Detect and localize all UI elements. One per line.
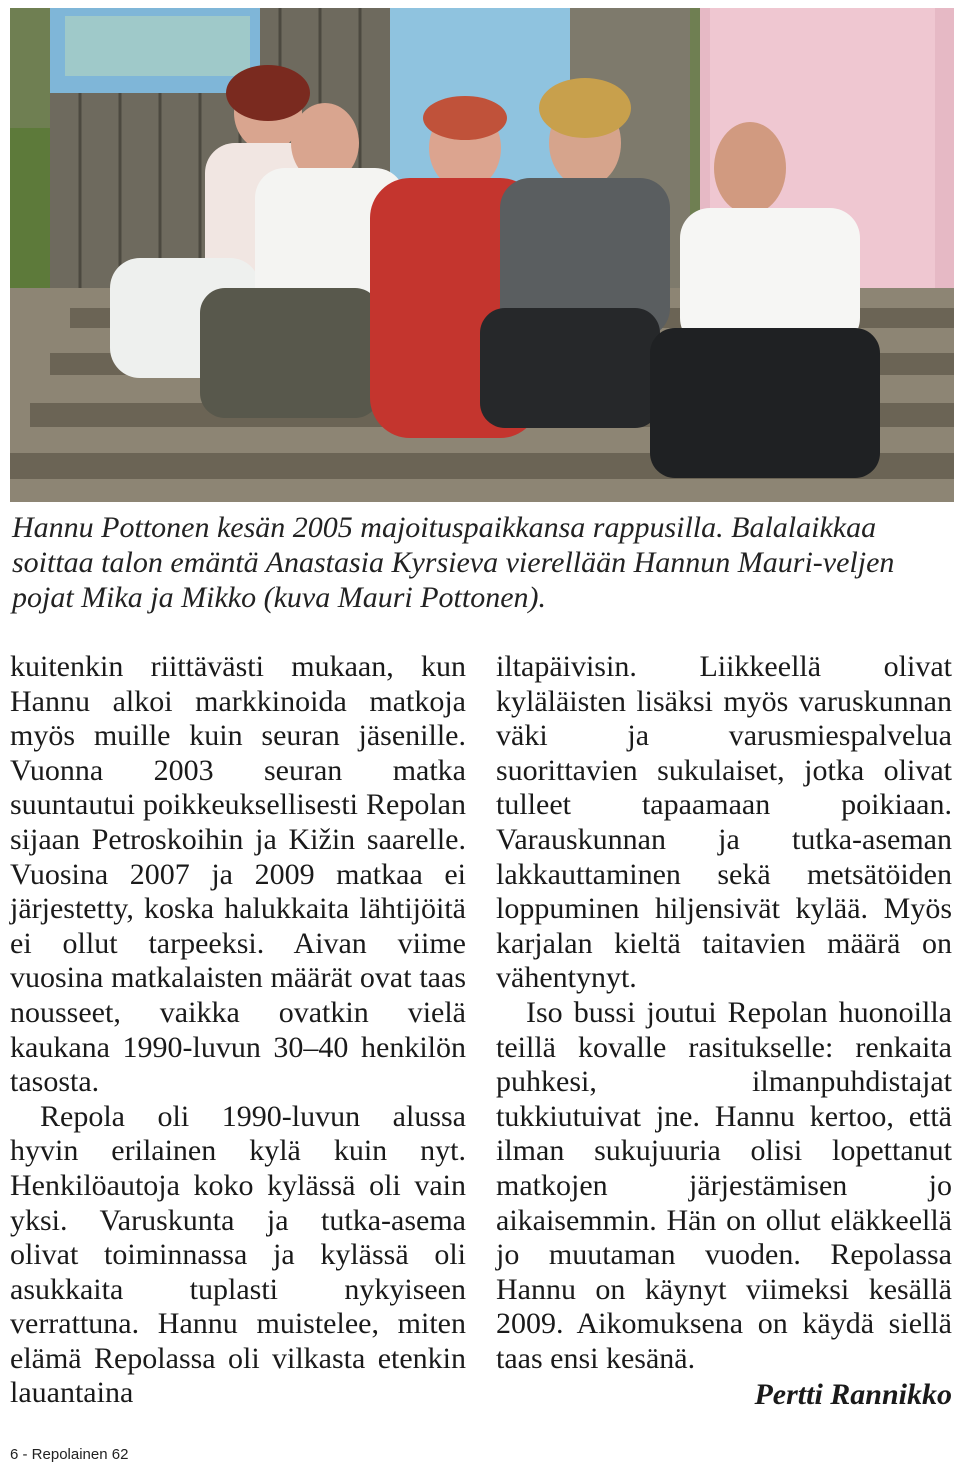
page-footer: 6 - Repolainen 62 [10,1446,129,1463]
paragraph: Repola oli 1990-luvun alussa hyvin erilainen kylä kuin nyt. Henkilöautoja koko kylässä oli vain yksi. Varuskunta ja tutka-asema olivat toiminnassa ja kylässä oli asukkaita tuplasti nykyiseen verrattuna. Hannu muistelee, miten elämä Repolassa oli vilkasta etenkin lauantaina [10,1099,466,1410]
paragraph: kuitenkin riittävästi mukaan, kun Hannu alkoi markkinoida matkoja myös muille kuin seuran jäsenille. Vuonna 2003 seuran matka suuntautui poikkeuksellisesti Repolan sijaan Petroskoihin ja Kižin saarelle. Vuosina 2007 ja 2009 matkaa ei järjestetty, koska halukkaita lähtijöitä ei ollut tarpeeksi. Aivan viime vuosina matkalaisten määrät ovat taas nousseet, vaikka ovatkin vielä kaukana 1990-luvun 30–40 henkilön tasosta. [10,650,466,1099]
photo-caption: Hannu Pottonen kesän 2005 majoituspaikkansa rappusilla. Balalaikkaa soittaa talon emäntä Anastasia Kyrsieva vierellään Hannun Mauri-veljen pojat Mika ja Mikko (kuva Mauri Pottonen). [12,511,895,614]
article-column-left [10,650,466,1411]
group-photo [10,8,954,502]
photo-image [10,8,954,502]
paragraph: iltapäivisin. Liikkeellä olivat kyläläisten lisäksi myös varuskunnan väki ja varusmiespalvelua suorittavien sukulaiset, jotka olivat tulleet tapaamaan poikiaan. Varauskunnan ja tutka-aseman lakkauttaminen sekä metsätöiden loppuminen hiljensivät kylää. Myös karjalan kieltä taitavien määrä on vähentynyt. [496,650,952,995]
author-signature: Pertti Rannikko [754,1378,952,1412]
article-column-right [496,650,952,1413]
paragraph: Iso bussi joutui Repolan huonoilla teillä kovalle rasitukselle: renkaita puhkesi, ilmanpuhdistajat tukkiutuivat jne. Hannu kertoo, että ilman sukujuuria olisi lopettanut matkojen järjestämisen jo aikaisemmin. Hän on ollut eläkkeellä jo muutaman vuoden. Repolassa Hannu on käynyt viimeksi kesällä 2009. Aikomuksena on käydä siellä taas ensi kesänä. [496,995,952,1375]
